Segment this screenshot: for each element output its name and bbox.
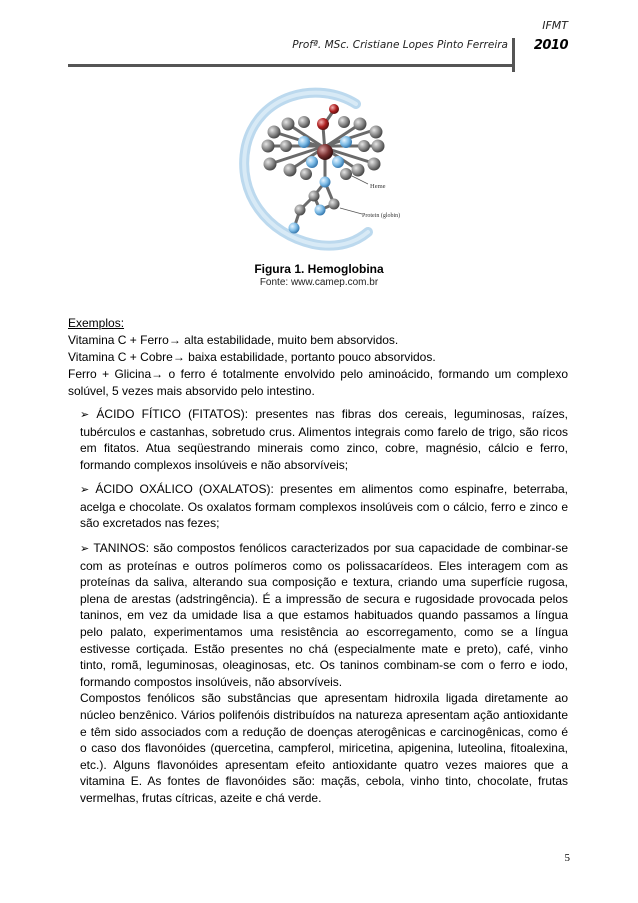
label-heme: Heme — [370, 183, 386, 190]
list-item-acido-oxalico — [80, 481, 568, 532]
label-protein-globin: Protein (globin) — [362, 213, 401, 219]
example-line-2: Vitamina C + Cobre→ baixa estabilidade, portanto pouco absorvidos. — [68, 350, 436, 364]
figure-source: Fonte: www.camep.com.br — [259, 277, 379, 288]
header-divider — [512, 38, 515, 72]
header-rule — [68, 64, 512, 67]
example-line-1: Vitamina C + Ferro→ alta estabilidade, muito bem absorvidos. — [68, 333, 399, 347]
list-item-text: ÁCIDO FÍTICO (FITATOS): presentes nas fibras dos cereais, leguminosas, raízes, tubérculos e castanhas, sobretudo crus. Alimentos integrais como farelo de trigo, são ricos em fitatos. Atua seqüestrando minerais como zinco, cobre, magnésio, cálcio e ferro, formando complexos insolúveis e não absorvíveis; — [80, 407, 568, 472]
list-item-taninos — [80, 540, 568, 807]
list-item-text: ÁCIDO OXÁLICO (OXALATOS): presentes em alimentos como espinafre, beterraba, acelga e chocolate. Os oxalatos formam complexos insolúveis com o cálcio, ferro e zinco e são excretados nas fezes; — [80, 482, 568, 531]
page-number: 5 — [564, 852, 570, 864]
examples-heading: Exemplos: — [68, 316, 125, 330]
list-item-text: TANINOS: são compostos fenólicos caracterizados por sua capacidade de combinar-se com as proteínas e outros polímeros como os polissacarídeos. Eles interagem com as proteínas da saliva, alterando sua composição e textura, criando uma superfície rugosa, plena de arestas (adstringência). É a impressão de secura e rugosidade provocada pelos taninos, em vez da umidade lisa a que estamos habituados quando passamos a língua pelo palato, experimentamos uma resistência ao escorregamento, como se a língua estivesse cortiçada. Estão presentes no chá (especialmente mate e preto), café, vinho tinto, romã, leguminosas, oleaginosas, etc. Os taninos combinam-se com o ferro e iodo, formando compostos insolúveis, não absorvíveis. — [80, 541, 568, 689]
header-author: Profª. MSc. Cristiane Lopes Pinto Ferreira — [292, 39, 508, 51]
arrow-bullet-icon: ➢ — [80, 543, 90, 555]
arrow-bullet-icon: ➢ — [80, 484, 90, 496]
header-institution: IFMT — [542, 19, 568, 32]
list-item-acido-fitico — [80, 406, 568, 473]
example-line-3: Ferro + Glicina→ o ferro é totalmente envolvido pelo aminoácido, formando um complexo solúvel, 5 vezes mais absorvido pelo intestino. — [68, 367, 568, 398]
hemoglobin-figure — [228, 84, 403, 254]
closing-paragraph: Compostos fenólicos são substâncias que apresentam hidroxila ligada diretamente ao núcleo benzênico. Vários polifenóis distribuídos na natureza apresentam ação antioxidante e têm sido associados com a redução de doenças aterogênicas e carcinogênicas, como é o caso dos flavonóides (quercetina, campferol, miricetina, apigenina, luteolina, fitoalexina, etc.). Alguns flavonóides apresentam efeito antioxidante quatro vezes maiores que a vitamina E. As fontes de flavonóides são: maçãs, cebola, vinho tinto, chocolate, frutas vermelhas, frutas cítricas, azeite e chá verde. — [80, 691, 568, 805]
hemoglobin-molecule-illustration — [228, 84, 403, 254]
figure-caption: Figura 1. Hemoglobina — [254, 262, 384, 276]
arrow-bullet-icon: ➢ — [80, 409, 90, 421]
header-year: 2010 — [533, 38, 568, 53]
examples-section — [68, 315, 568, 400]
